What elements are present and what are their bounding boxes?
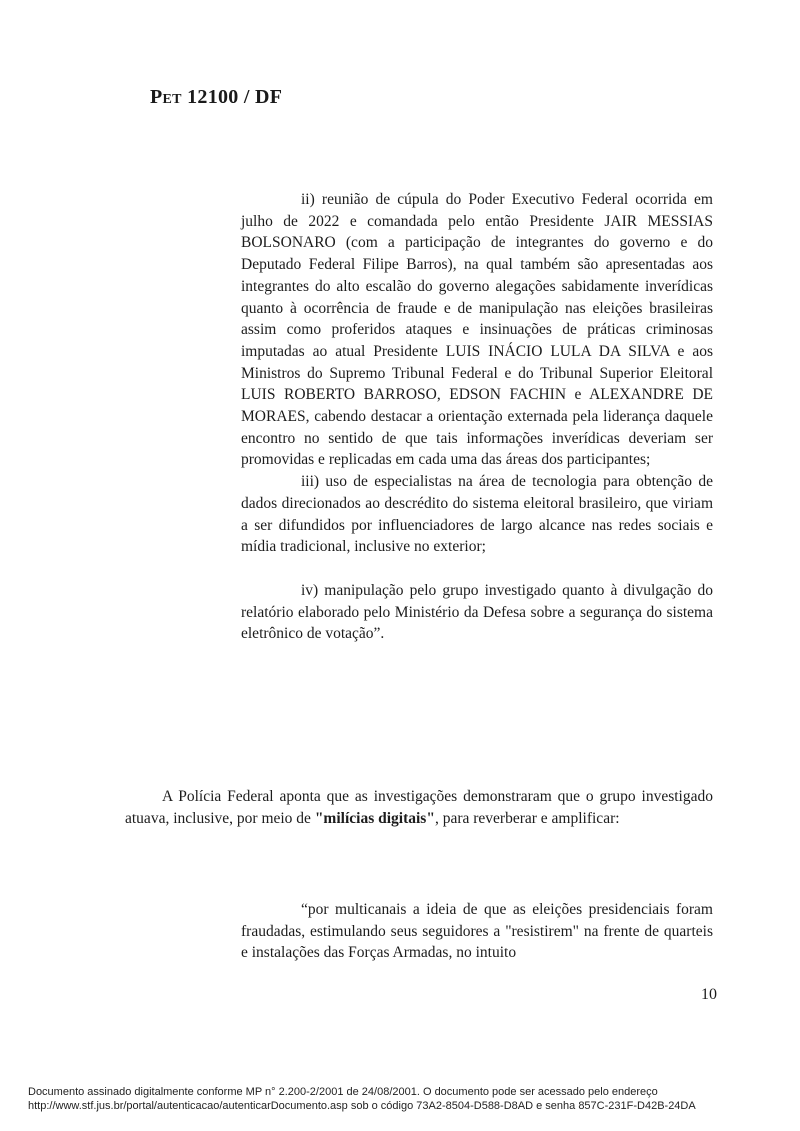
- digital-signature-footer: [28, 1085, 770, 1113]
- quote2-paragraph: “por multicanais a ideia de que as eleições presidenciais foram fraudadas, estimulando seus seguidores a "resistirem" na frente de quarteis e instalações das Forças Armadas, no intuito: [241, 901, 713, 962]
- body-paragraph: [125, 786, 713, 829]
- quoted-excerpt-block: [241, 189, 713, 645]
- page-number: 10: [701, 986, 717, 1003]
- body-text-after-bold: , para reverberar e amplificar:: [434, 809, 620, 827]
- footer-line-2: http://www.stf.jus.br/portal/autenticacao/autenticarDocumento.asp sob o código 73A2-8504-D588-D8AD e senha 857C-231F-D42B-24DA: [28, 1100, 696, 1112]
- footer-line-1: Documento assinado digitalmente conforme MP n° 2.200-2/2001 de 24/08/2001. O documento pode ser acessado pelo endereço: [28, 1086, 658, 1098]
- milicias-digitais-bold-text: "milícias digitais": [314, 809, 435, 827]
- quote-item-iii: iii) uso de especialistas na área de tecnologia para obtenção de dados direcionados ao descrédito do sistema eleitoral brasileiro, que viriam a ser difundidos por influenciadores de largo alcance nas redes sociais e mídia tradicional, inclusive no exterior;: [241, 473, 713, 556]
- second-quote-block: [241, 899, 713, 964]
- case-number-header: Pet 12100 / DF: [150, 86, 283, 108]
- quote-item-ii: ii) reunião de cúpula do Poder Executivo Federal ocorrida em julho de 2022 e comandada pelo então Presidente JAIR MESSIAS BOLSONARO (com a participação de integrantes do governo e do Deputado Federal Filipe Barros), na qual também são apresentadas aos integrantes do alto escalão do governo alegações sabidamente inverídicas quanto à ocorrência de fraude e de manipulação nas eleições brasileiras assim como proferidos ataques e insinuações de práticas criminosas imputadas ao atual Presidente LUIS INÁCIO LULA DA SILVA e aos Ministros do Supremo Tribunal Federal e do Tribunal Superior Eleitoral LUIS ROBERTO BARROSO, EDSON FACHIN e ALEXANDRE DE MORAES, cabendo destacar a orientação externada pela liderança daquele encontro no sentido de que tais informações inverídicas deveriam ser promovidas e replicadas em cada uma das áreas dos participantes;: [241, 191, 713, 469]
- quote-item-iv: iv) manipulação pelo grupo investigado quanto à divulgação do relatório elaborado pelo Ministério da Defesa sobre a segurança do sistema eletrônico de votação”.: [241, 581, 713, 643]
- body-text-before-bold: A Polícia Federal aponta que as investigações demonstraram que o grupo investigado atuava, inclusive, por meio de: [125, 788, 713, 827]
